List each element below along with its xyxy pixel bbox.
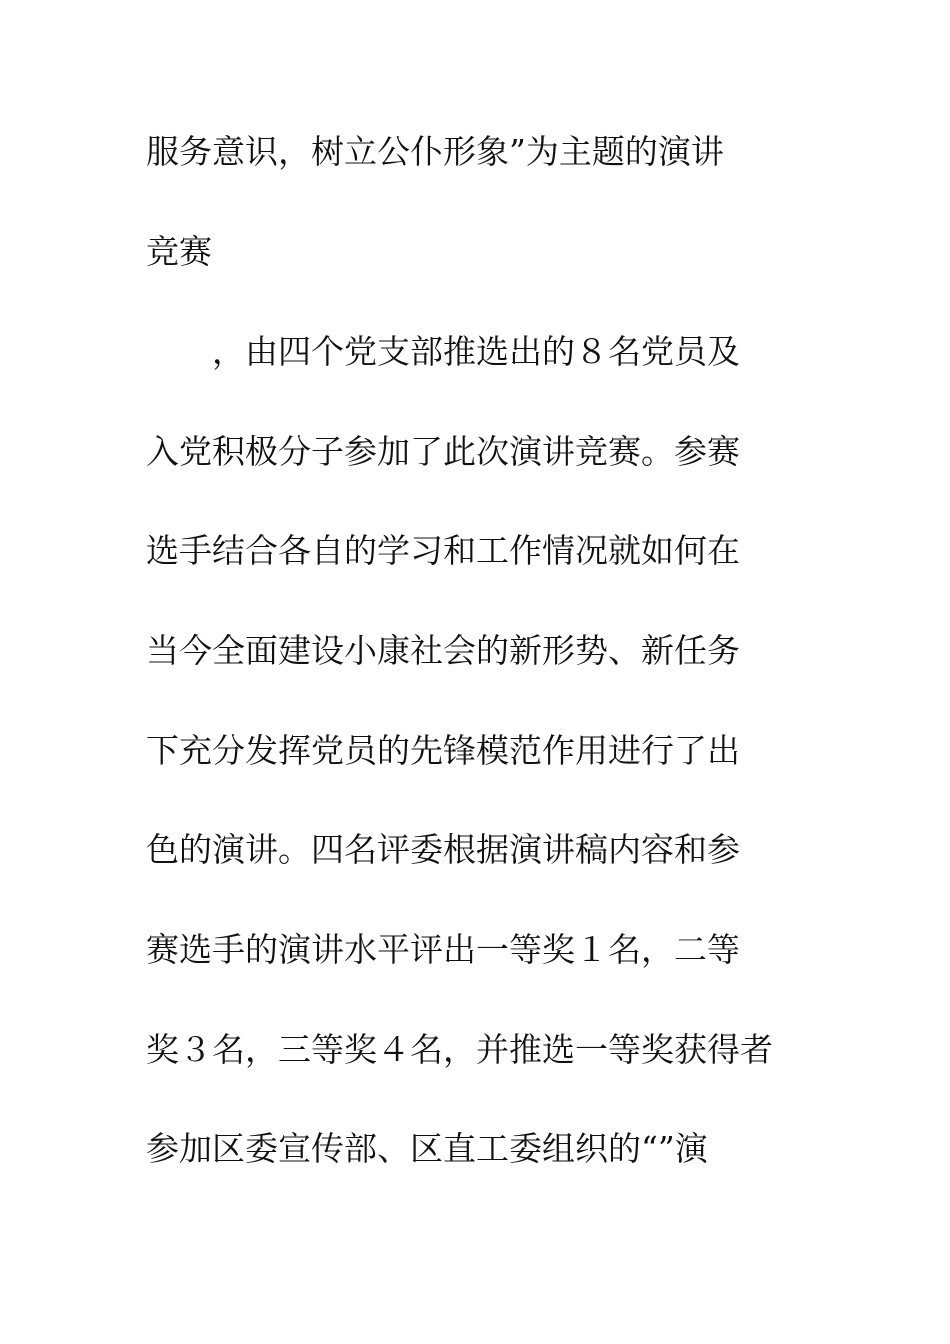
text-line: 当今全面建设小康社会的新形势、新任务: [146, 631, 740, 670]
text-line: 入党积极分子参加了此次演讲竞赛。参赛: [146, 432, 740, 471]
text-line: 参加区委宣传部、区直工委组织的“”演: [146, 1129, 708, 1168]
text-line: 奖３名，三等奖４名，并推选一等奖获得者: [146, 1030, 773, 1069]
text-line: 选手结合各自的学习和工作情况就如何在: [146, 531, 740, 570]
text-line: 竞赛: [146, 232, 212, 271]
text-line: 下充分发挥党员的先锋模范作用进行了出: [146, 731, 740, 770]
text-line: ，由四个党支部推选出的８名党员及: [146, 332, 740, 371]
text-line: 赛选手的演讲水平评出一等奖１名，二等: [146, 930, 740, 969]
text-line: 服务意识，树立公仆形象”为主题的演讲: [146, 132, 724, 171]
text-line: 色的演讲。四名评委根据演讲稿内容和参: [146, 830, 740, 869]
